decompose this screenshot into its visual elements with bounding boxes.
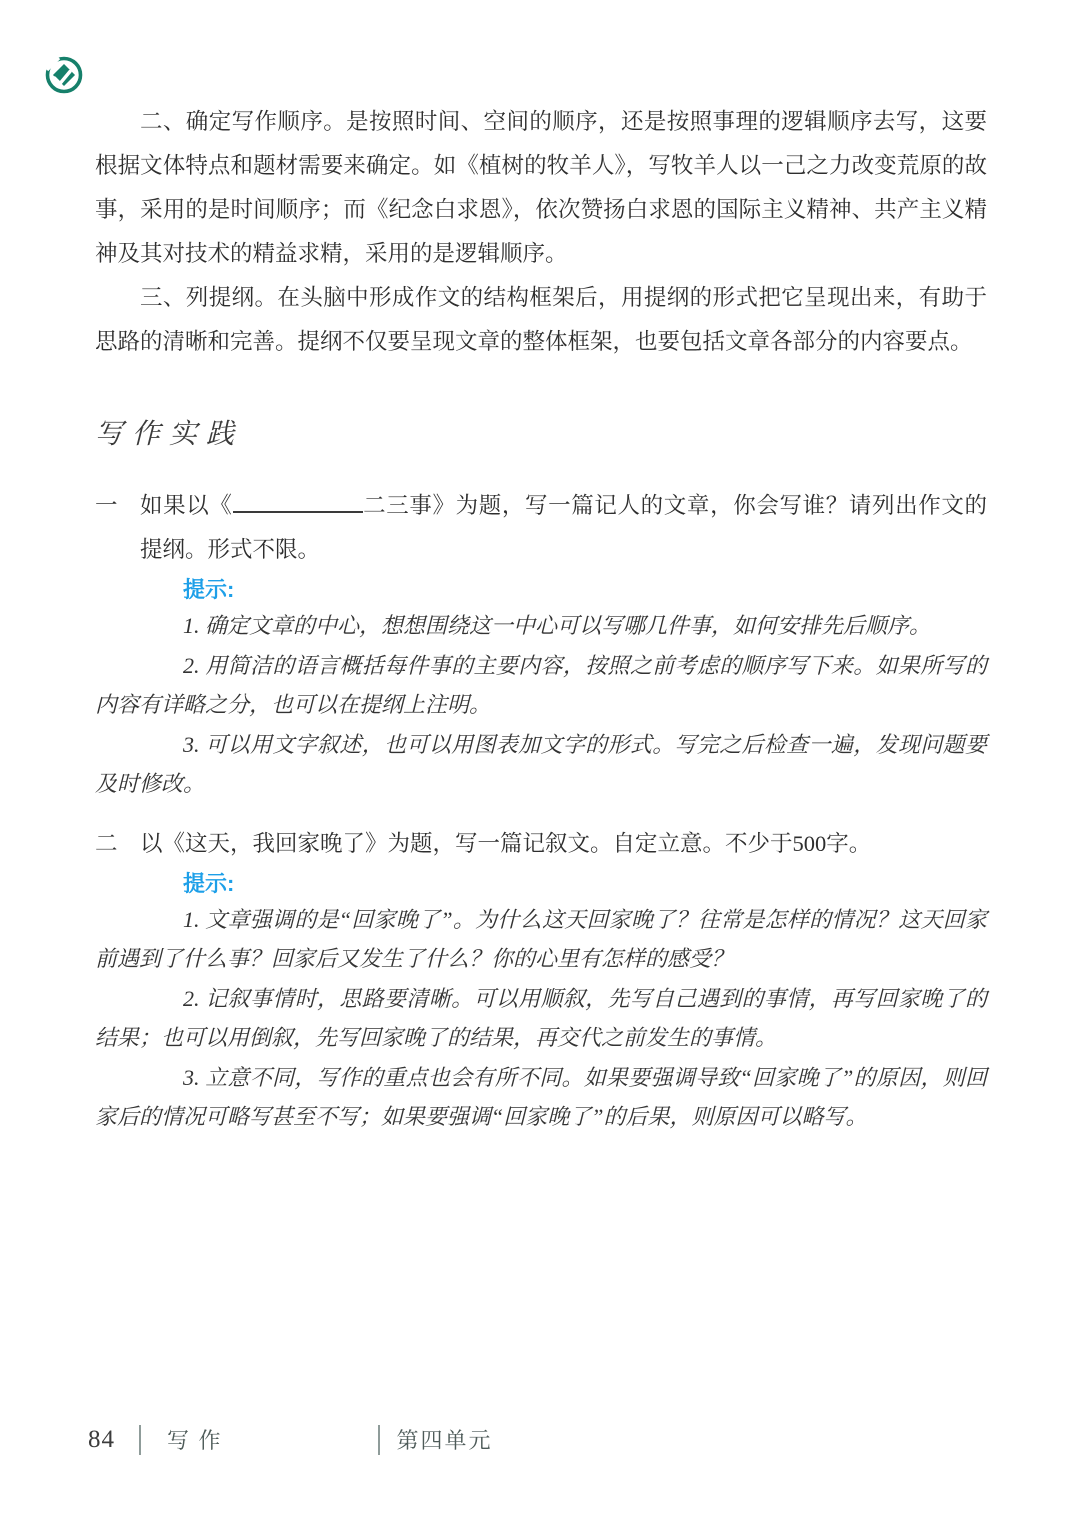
publisher-logo-icon xyxy=(44,55,84,95)
hint-label: 提示: xyxy=(183,870,235,896)
exercise-1-hint-2: 2. 用简洁的语言概括每件事的主要内容，按照之前考虑的顺序写下来。如果所写的内容有详略之分，也可以在提纲上注明。 xyxy=(95,652,987,717)
footer-section-label: 写 作 xyxy=(167,1428,223,1453)
exercise-1-prompt-suffix: 二三事》为题，写一篇记人的文章，你会写谁？请列出作文的提纲。形式不限。 xyxy=(140,493,987,562)
page-number: 84 xyxy=(88,1425,115,1453)
section-heading-writing-practice: 写作实践 xyxy=(95,419,244,450)
exercise-2-hint-1: 1. 文章强调的是“回家晚了”。为什么这天回家晚了？往常是怎样的情况？这天回家前遇到了什么事？回家后又发生了什么？你的心里有怎样的感受？ xyxy=(95,906,987,971)
hint-label: 提示: xyxy=(183,577,235,602)
footer-unit-label: 第四单元 xyxy=(396,1428,493,1453)
footer-divider xyxy=(378,1425,380,1455)
footer-divider xyxy=(139,1425,141,1455)
exercise-2-marker: 二 xyxy=(95,830,118,856)
exercise-2-prompt-text: 以《这天，我回家晚了》为题，写一篇记叙文。自定立意。不少于500字。 xyxy=(140,830,872,856)
exercise-1-marker: 一 xyxy=(95,493,118,518)
intro-paragraph-3: 三、列提纲。在头脑中形成作文的结构框架后，用提纲的形式把它呈现出来，有助于思路的清晰和完善。提纲不仅要呈现文章的整体框架，也要包括文章各部分的内容要点。 xyxy=(95,285,987,354)
exercise-2-prompt xyxy=(95,822,987,866)
exercise-1-prompt xyxy=(95,484,987,572)
exercise-2-hint-2: 2. 记叙事情时，思路要清晰。可以用顺叙，先写自己遇到的事情，再写回家晚了的结果；也可以用倒叙，先写回家晚了的结果，再交代之前发生的事情。 xyxy=(95,985,987,1050)
exercise-1-prompt-prefix: 如果以《 xyxy=(140,493,233,518)
exercise-1-hint-1: 1. 确定文章的中心，想想围绕这一中心可以写哪几件事，如何安排先后顺序。 xyxy=(183,613,932,638)
exercise-2 xyxy=(95,822,987,1137)
page-content xyxy=(95,100,987,1137)
page-footer xyxy=(88,1424,493,1455)
exercise-1-hint-3: 3. 可以用文字叙述，也可以用图表加文字的形式。写完之后检查一遍，发现问题要及时修改。 xyxy=(95,731,987,796)
intro-section xyxy=(95,100,987,364)
exercise-1 xyxy=(95,484,987,804)
title-blank-underline xyxy=(233,493,363,513)
exercise-2-hint-3: 3. 立意不同，写作的重点也会有所不同。如果要强调导致“回家晚了”的原因，则回家后的情况可略写甚至不写；如果要强调“回家晚了”的后果，则原因可以略写。 xyxy=(95,1064,987,1129)
intro-paragraph-2: 二、确定写作顺序。是按照时间、空间的顺序，还是按照事理的逻辑顺序去写，这要根据文体特点和题材需要来确定。如《植树的牧羊人》，写牧羊人以一己之力改变荒原的故事，采用的是时间顺序；而《纪念白求恩》，依次赞扬白求恩的国际主义精神、共产主义精神及其对技术的精益求精，采用的是逻辑顺序。 xyxy=(95,109,987,266)
